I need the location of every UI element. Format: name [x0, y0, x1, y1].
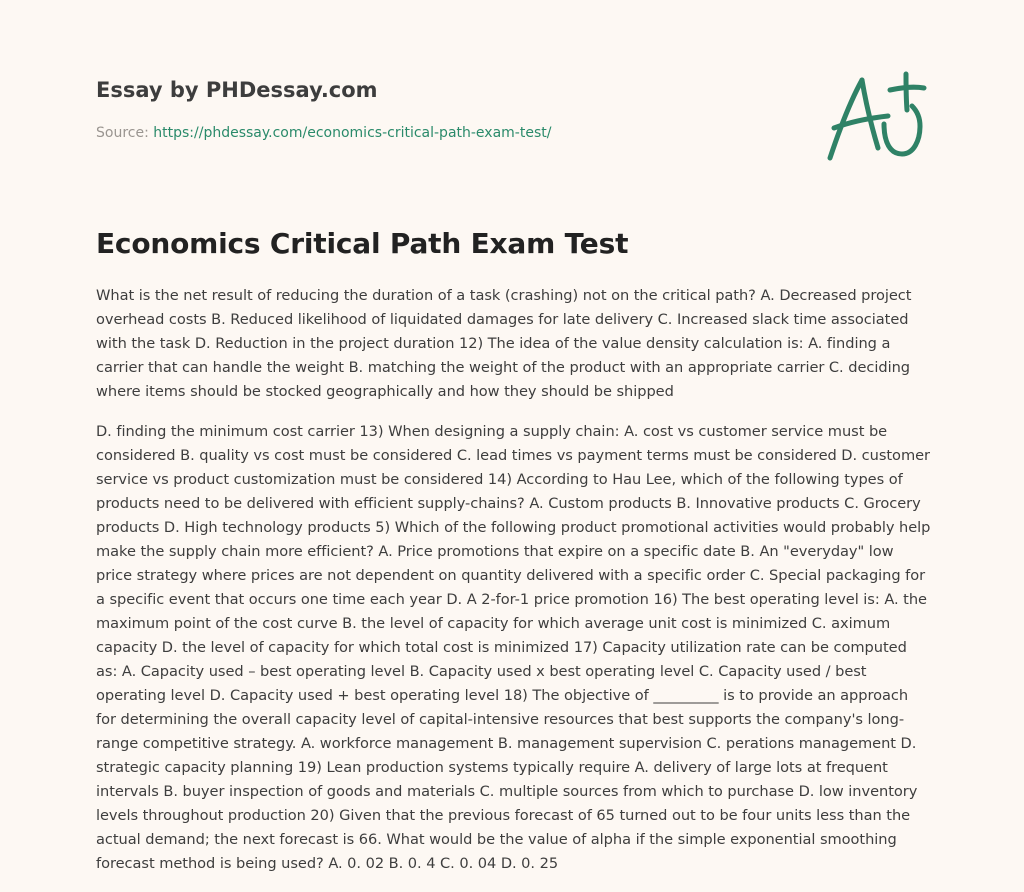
article-paragraph: D. finding the minimum cost carrier 13) When designing a supply chain: A. cost vs customer service must be considered B. quality vs cost must be considered C. lead times vs payment terms must be considered D. customer service vs product customization must be considered 14) According to Hau Lee, which of the following types of products need to be delivered with efficient supply-chains? A. Custom products B. Innovative products C. Grocery products D. High technology products 5) Which of the following product promotional activities would probably help make the supply chain more efficient? A. Price promotions that expire on a specific date B. An "everyday" low price strategy where prices are not dependent on quantity delivered with a specific order C. Special packaging for a specific event that occurs one time each year D. A 2-for-1 price promotion 16) The best operating level is: A. the maximum point of the cost curve B. the level of capacity for which average unit cost is minimized C. aximum capacity D. the level of capacity for which total cost is minimized 17) Capacity utilization rate can be computed as: A. Capacity used – best operating level B. Capacity used x best operating level C. Capacity used / best operating level D. Capacity used + best operating level 18) The objective of _________ is to provide an approach for determining the overall capacity level of capital-intensive resources that best supports the company's long-range competitive strategy. A. workforce management B. management supervision C. perations management D. strategic capacity planning 19) Lean production systems typically require A. delivery of large lots at frequent intervals B. buyer inspection of goods and materials C. multiple sources from which to purchase D. low inventory levels throughout production 20) Given that the previous forecast of 65 turned out to be four units less than the actual demand; the next forecast is 66. What would be the value of alpha if the simple exponential smoothing forecast method is being used? A. 0. 02 B. 0. 4 C. 0. 04 D. 0. 25	[96, 423, 931, 872]
page-title: Economics Critical Path Exam Test	[96, 227, 629, 260]
source-line	[96, 123, 796, 143]
article-paragraph: What is the net result of reducing the duration of a task (crashing) not on the critical path? A. Decreased project overhead costs B. Reduced likelihood of liquidated damages for late delivery C. Increased slack time associated with the task D. Reduction in the project duration 12) The idea of the value density calculation is: A. finding a carrier that can handle the weight B. matching the weight of the product with an appropriate carrier C. deciding where items should be stocked geographically and how they should be shipped	[96, 287, 912, 400]
source-link[interactable]: https://phdessay.com/economics-critical-path-exam-test/	[153, 125, 552, 141]
article-body	[96, 284, 932, 892]
essay-header	[96, 76, 796, 143]
brand-title: Essay by PHDessay.com	[96, 78, 378, 102]
source-label: Source:	[96, 125, 154, 141]
a-plus-logo-icon	[818, 66, 930, 166]
